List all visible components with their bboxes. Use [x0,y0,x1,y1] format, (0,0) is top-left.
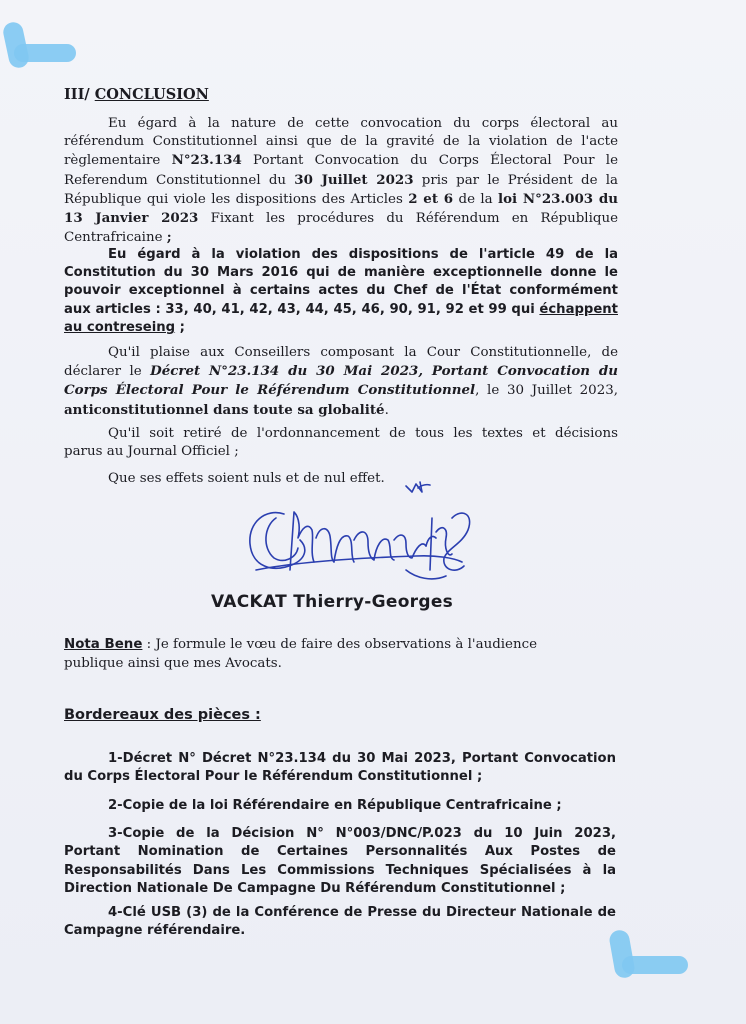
list-item-1 [64,750,616,787]
paragraph-4 [64,425,618,461]
paragraph-1 [64,115,618,247]
p1-line-5: République qui viole les dispositions des Articles 2 et 6 de la loi N°23.003 du [64,190,618,207]
list-item-2 [64,797,616,815]
item-3-line-4: Direction Nationale De Campagne Du Référendum Constitutionnel ; [64,881,566,897]
list-item-3 [64,825,616,899]
p2-line-5: au contreseing ; [64,319,185,335]
signature-drawing [236,478,486,598]
p5-line-1: Que ses effets soient nuls et de nul effet. [108,471,385,486]
heading-prefix: III/ [64,86,95,103]
nota-bene-text-2: publique ainsi que mes Avocats. [64,655,282,671]
item-3-line-2: Portant Nomination de Certaines Personnalités Aux Postes de [64,844,616,860]
paragraph-3 [64,344,618,420]
bordereau-title: Bordereaux des pièces : [64,707,261,723]
redaction-mark-top-tail [14,44,76,62]
p2-line-4: aux articles : 33, 40, 41, 42, 43, 44, 45, 46, 90, 91, 92 et 99 qui échappent [64,301,618,317]
item-3-line-1: 3-Copie de la Décision N° N°003/DNC/P.023 du 10 Juin 2023, [108,826,616,841]
nota-bene-text-1: : Je formule le vœu de faire des observations à l'audience [142,637,538,652]
p4-line-2: parus au Journal Officiel ; [64,444,239,460]
section-heading [64,86,209,103]
p1-line-2: référendum Constitutionnel ainsi que de la gravité de la violation de l'acte [64,134,618,150]
p3-line-2: déclarer le Décret N°23.134 du 30 Mai 2023, Portant Convocation du [64,363,618,380]
signatory-name: VACKAT Thierry-Georges [211,592,454,612]
item-4-line-2: Campagne référendaire. [64,923,246,939]
p1-line-4: Referendum Constitutionnel du 30 Juillet 2023 pris par le Président de la [64,171,618,188]
p3-line-1: Qu'il plaise aux Conseillers composant la Cour Constitutionnelle, de [108,345,618,360]
p1-line-6: 13 Janvier 2023 Fixant les procédures du Référendum en République [64,210,618,227]
p3-line-3: Corps Électoral Pour le Référendum Constitutionnel, le 30 Juillet 2023, [64,382,619,399]
p4-line-1: Qu'il soit retiré de l'ordonnancement de tous les textes et décisions [108,426,618,441]
heading-title: CONCLUSION [94,86,209,103]
redaction-mark-bottom-tail [622,956,688,974]
list-item-4 [64,904,616,941]
item-1-line-2: du Corps Électoral Pour le Référendum Constitutionnel ; [64,769,483,785]
item-3-line-3: Responsabilités Dans Les Commissions Techniques Spécialisées à la [64,862,616,878]
nota-bene-label: Nota Bene [64,637,143,652]
item-4-line-1: 4-Clé USB (3) de la Conférence de Presse du Directeur Nationale de [108,905,616,920]
p1-line-7: Centrafricaine ; [64,229,172,246]
item-2-line-1: 2-Copie de la loi Référendaire en République Centrafricaine ; [108,798,562,813]
p2-line-3: pouvoir exceptionnel à certains actes du Chef de l'État conformément [64,283,618,299]
p3-line-4: anticonstitutionnel dans toute sa globalité. [64,401,389,418]
item-1-line-1: 1-Décret N° Décret N°23.134 du 30 Mai 2023, Portant Convocation [108,751,616,766]
nota-bene [64,636,537,673]
handwritten-signature [236,478,486,598]
p1-line-3: règlementaire N°23.134 Portant Convocation du Corps Électoral Pour le [64,152,618,169]
p2-line-1: Eu égard à la violation des dispositions de l'article 49 de la [108,247,618,262]
p1-line-1: Eu égard à la nature de cette convocation du corps électoral au [108,116,618,131]
p2-line-2: Constitution du 30 Mars 2016 qui de manière exceptionnelle donne le [64,265,618,281]
paragraph-2 [64,246,618,337]
